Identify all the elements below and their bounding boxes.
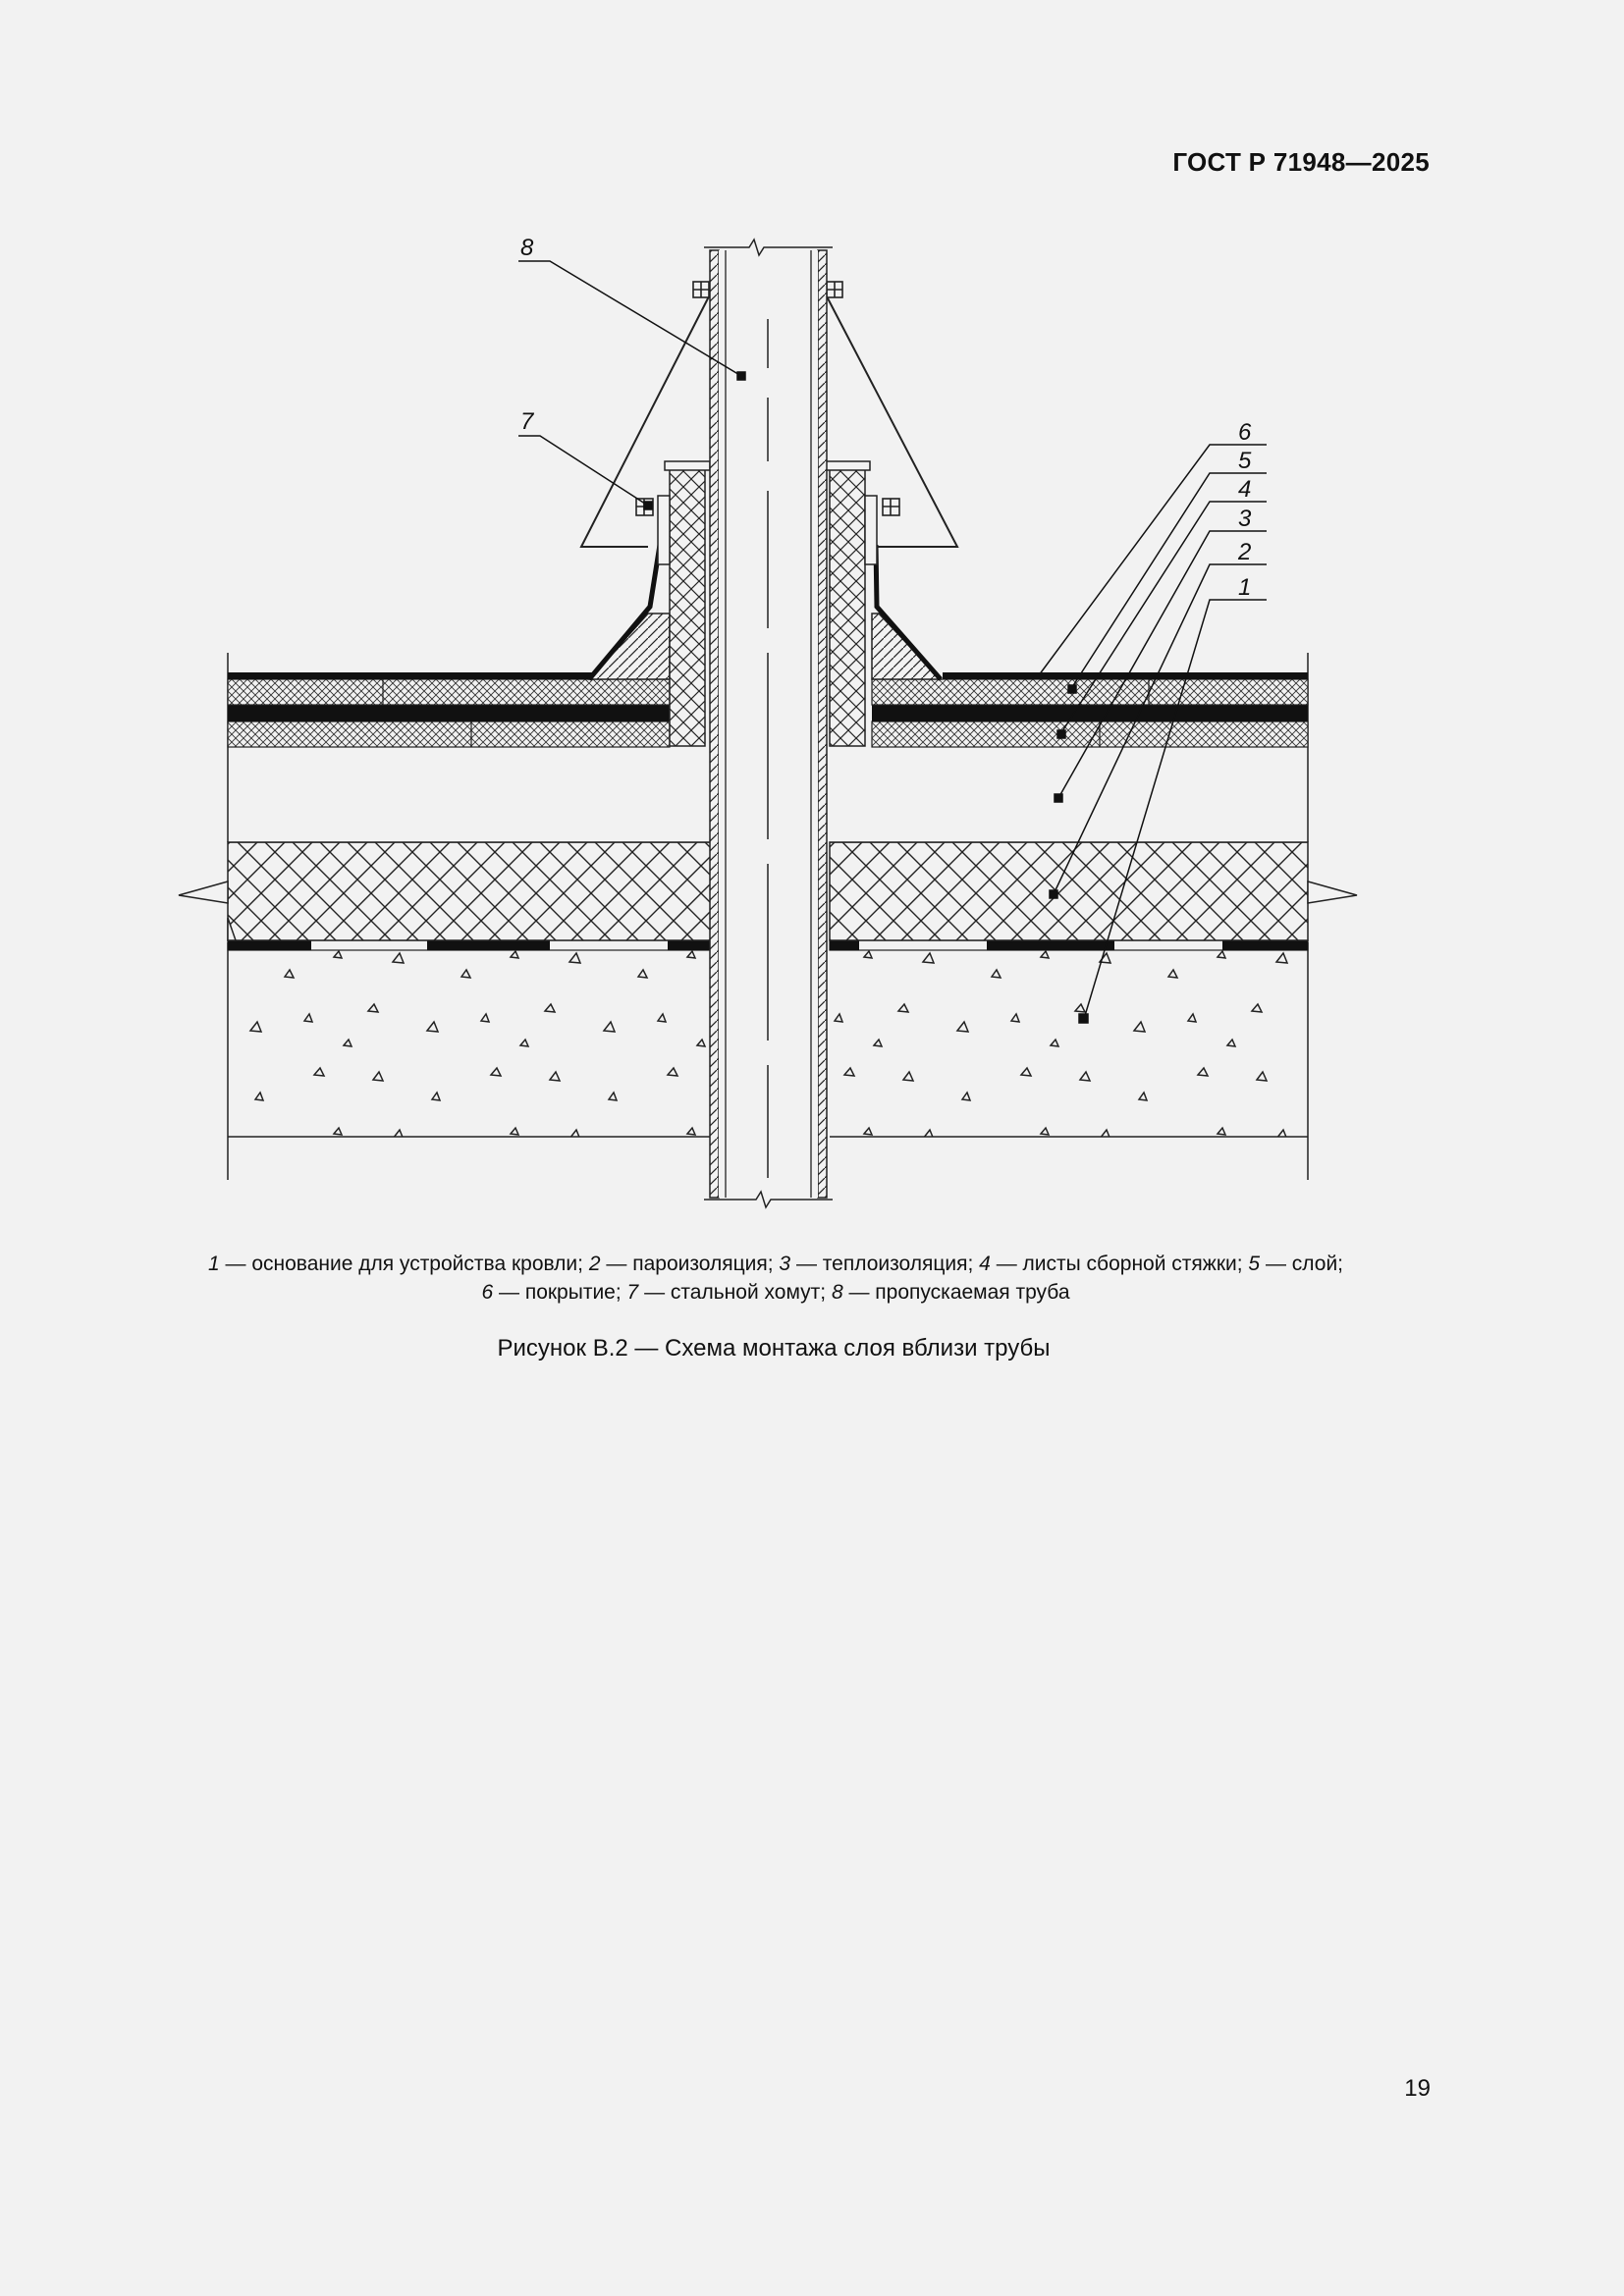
callout-3: 3 bbox=[1238, 506, 1252, 532]
callout-6: 6 bbox=[1238, 419, 1252, 446]
figure-legend bbox=[118, 1250, 1434, 1307]
callout-4: 4 bbox=[1238, 476, 1252, 503]
legend-line-2: 6 — покрытие; 7 — стальной хомут; 8 — пропускаемая труба bbox=[481, 1281, 1070, 1304]
document-standard-code: ГОСТ Р 71948—2025 bbox=[1172, 147, 1430, 177]
page-number: 19 bbox=[1404, 2075, 1431, 2102]
pass-through-pipe bbox=[704, 240, 833, 1207]
callout-2: 2 bbox=[1238, 539, 1252, 565]
callout-8: 8 bbox=[520, 235, 534, 261]
callout-5: 5 bbox=[1238, 448, 1252, 474]
callout-1: 1 bbox=[1238, 574, 1252, 601]
figure-caption: Рисунок В.2 — Схема монтажа слоя вблизи трубы bbox=[497, 1335, 1051, 1362]
legend-line-1: 1 — основание для устройства кровли; 2 — пароизоляция; 3 — теплоизоляция; 4 — листы сборной стяжки; 5 — слой; bbox=[207, 1253, 1344, 1275]
callout-7: 7 bbox=[520, 408, 534, 435]
